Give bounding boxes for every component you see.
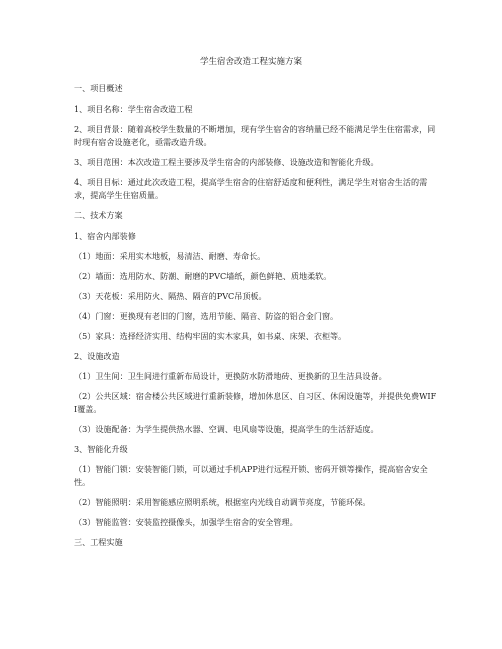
section-heading: 三、工程实施: [74, 537, 123, 547]
paragraph: （2）公共区域：宿舍楼公共区域进行重新装修，增加休息区、自习区、休闲设施等，并提供免费WIFI覆盖。: [74, 391, 437, 414]
section-heading: 二、技术方案: [74, 210, 123, 220]
paragraph: （1）卫生间：卫生间进行重新布局设计，更换防水防滑地砖、更换新的卫生洁具设备。: [74, 371, 387, 381]
paragraph: 2、项目背景：随着高校学生数量的不断增加，现有学生宿舍的容纳量已经不能满足学生住宿需求，同时现有宿舍设施老化，亟需改造升级。: [74, 124, 436, 147]
paragraph: 3、项目范围：本次改造工程主要涉及学生宿舍的内部装修、设施改造和智能化升级。: [74, 157, 379, 167]
paragraph: （3）设施配备：为学生提供热水器、空调、电风扇等设施，提高学生的生活舒适度。: [74, 424, 379, 434]
paragraph: （1）地面：采用实木地板，易清洁、耐磨、寿命长。: [74, 251, 266, 261]
paragraph: 1、宿舍内部装修: [74, 231, 136, 241]
paragraph: （3）天花板：采用防火、隔热、隔音的PVC吊顶板。: [74, 291, 267, 301]
paragraph: 1、项目名称：学生宿舍改造工程: [74, 104, 193, 114]
paragraph: （5）家具：选择经济实用、结构牢固的实木家具，如书桌、床架、衣柜等。: [74, 331, 347, 341]
paragraph: 4、项目目标：通过此次改造工程，提高学生宿舍的住宿舒适度和便利性，满足学生对宿舍生活的需求，提高学生住宿质量。: [74, 177, 428, 200]
document-title: 学生宿舍改造工程实施方案: [199, 57, 302, 67]
paragraph: 2、设施改造: [74, 351, 120, 361]
section-heading: 一、项目概述: [74, 83, 123, 93]
paragraph: （3）智能监管：安装监控摄像头，加强学生宿舍的安全管理。: [74, 517, 298, 527]
paragraph: （1）智能门锁：安装智能门锁，可以通过手机APP进行远程开锁、密码开锁等操作，提高宿舍安全性。: [74, 464, 428, 487]
document-body: [74, 82, 438, 557]
paragraph: （2）智能照明：采用智能感应照明系统，根据室内光线自动调节亮度，节能环保。: [74, 497, 371, 507]
paragraph: （2）墙面：选用防水、防潮、耐磨的PVC墙纸，颜色鲜艳、质地柔软。: [74, 271, 332, 281]
paragraph: （4）门窗：更换现有老旧的门窗，选用节能、隔音、防盗的铝合金门窗。: [74, 311, 339, 321]
paragraph: 3、智能化升级: [74, 444, 128, 454]
